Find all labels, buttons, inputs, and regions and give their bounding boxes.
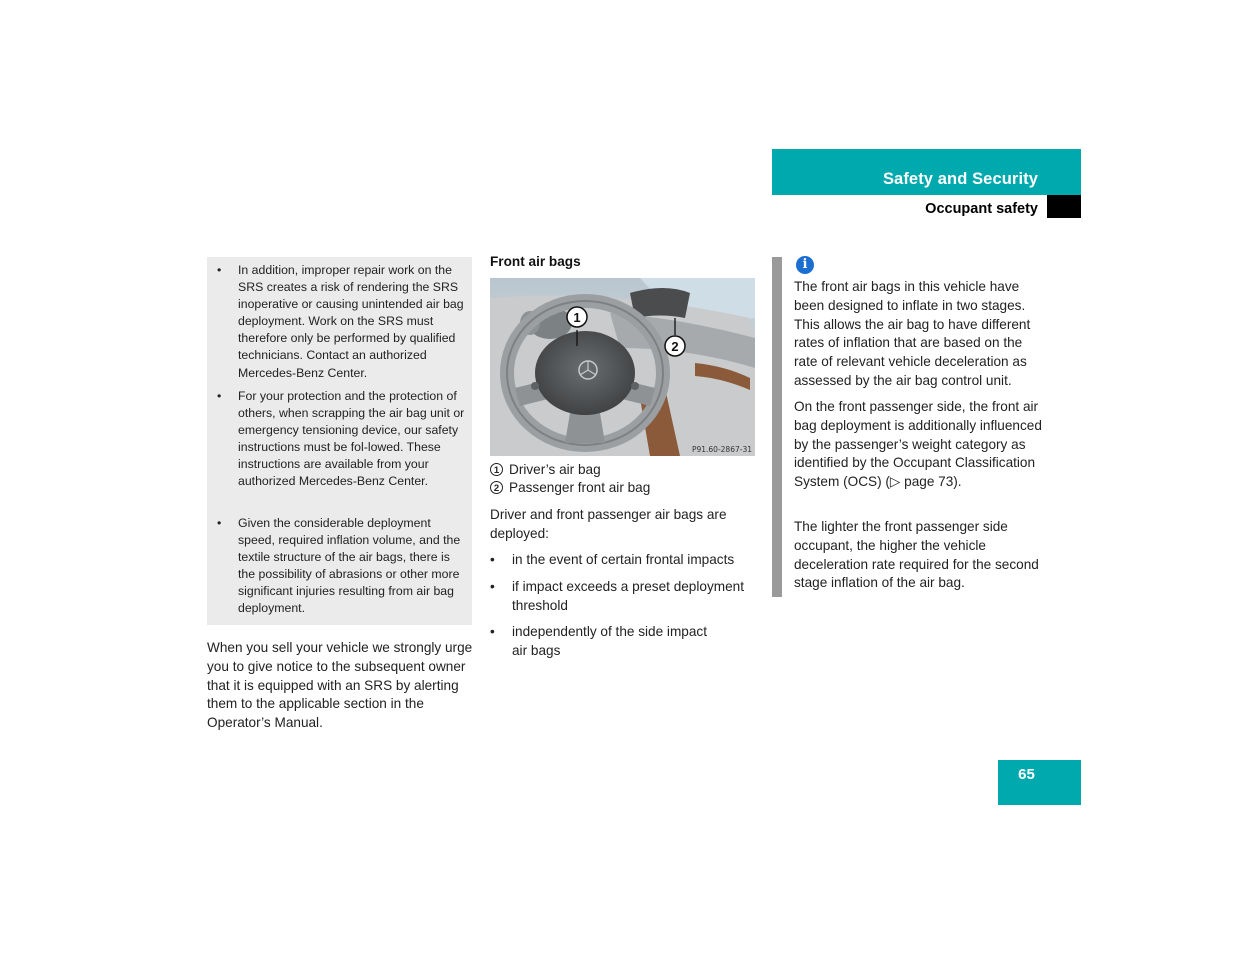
warning-box — [207, 257, 472, 625]
legend-item-passenger — [490, 479, 760, 498]
legend-item-driver — [490, 461, 760, 480]
front-air-bags-heading: Front air bags — [490, 254, 581, 269]
deployment-condition-text: if impact exceeds a preset deployment threshold — [512, 579, 744, 613]
bullet: • — [217, 516, 222, 530]
section-marker — [1047, 195, 1081, 218]
legend-label: Passenger front air bag — [509, 480, 651, 495]
legend-label: Driver’s air bag — [509, 462, 601, 477]
legend-number: 2 — [490, 481, 503, 494]
info-paragraph: The lighter the front passenger side occupant, the higher the vehicle deceleration rate required for the second stage inflation of the air bag. — [794, 519, 1039, 591]
callout-2-label: 2 — [671, 339, 679, 354]
section-header — [772, 195, 1081, 218]
bullet: • — [490, 579, 495, 594]
info-icon: i — [796, 256, 814, 274]
page-number-box — [998, 760, 1081, 805]
info-sidebar — [772, 257, 782, 597]
sale-notice-paragraph: When you sell your vehicle we strongly urge you to give notice to the subsequent owner that it is equipped with an SRS by alerting them to the applicable section in the Operator’s Manual. — [207, 640, 473, 731]
bullet: • — [217, 263, 222, 277]
bullet: • — [490, 552, 495, 567]
chapter-header — [772, 149, 1081, 195]
bullet: • — [490, 624, 495, 639]
warning-text: Given the considerable deployment speed, required inflation volume, and the textile structure of the air bags, there is the possibility of abrasions or other more significant injuries resulting from air bag deployment. — [238, 516, 461, 616]
warning-text: For your protection and the protection of others, when scrapping the air bag unit or emergency tensioning device, our safety instructions must be fol-lowed. These instructions are available from your authorized Mercedes-Benz Center. — [238, 389, 465, 489]
warning-text: In addition, improper repair work on the SRS creates a risk of rendering the SRS inoperative or causing unintended air bag deployment. Work on the SRS must therefore only be performed by qualified technicians. Contact an authorized Mercedes-Benz Center. — [238, 263, 464, 380]
steering-wheel-figure — [490, 278, 755, 456]
info-paragraph: On the front passenger side, the front air bag deployment is additionally influenced by the passenger’s weight category as identified by the Occupant Classification System (OCS) (▷ page 73). — [794, 399, 1042, 490]
section-title: Occupant safety — [925, 201, 1038, 217]
page-number: 65 — [1018, 766, 1035, 783]
figure-code: P91.60-2867-31 — [691, 445, 752, 454]
callout-1-label: 1 — [573, 310, 581, 325]
chapter-title: Safety and Security — [882, 170, 1038, 188]
deployment-condition-text: independently of the side impact air bags — [512, 624, 707, 658]
legend-number: 1 — [490, 463, 503, 476]
deployment-intro: Driver and front passenger air bags are deployed: — [490, 507, 727, 541]
deployment-condition-text: in the event of certain frontal impacts — [512, 552, 735, 567]
bullet: • — [217, 389, 222, 403]
cockpit-illustration — [490, 278, 755, 456]
info-paragraph: The front air bags in this vehicle have been designed to inflate in two stages. This allows the air bag to have different rates of inflation that are based on the rate of relevant vehicle deceleration as assessed by the air bag control unit. — [794, 279, 1031, 388]
